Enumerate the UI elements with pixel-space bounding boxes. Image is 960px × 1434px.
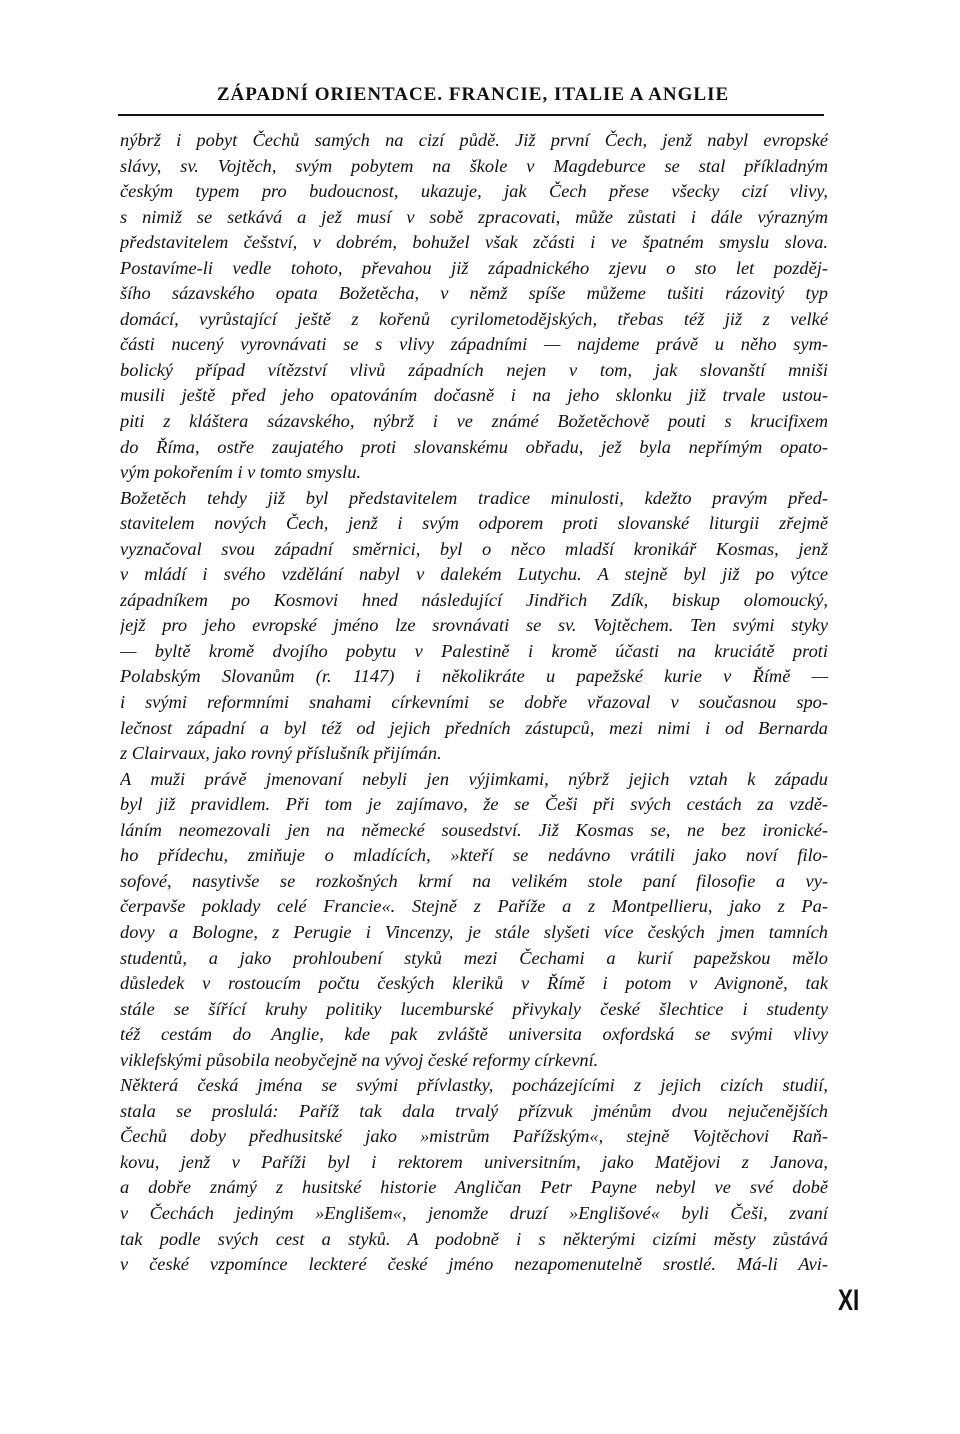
paragraph-3 xyxy=(120,486,828,767)
text-line: českým typem pro budoucnost, ukazuje, jak Čech přese všecky cizí vlivy, xyxy=(120,181,828,202)
running-header: ZÁPADNÍ ORIENTACE. FRANCIE, ITALIE A ANGLIE xyxy=(216,84,730,105)
paragraph-5 xyxy=(120,1073,828,1277)
text-line: části nucený vyrovnávati se s vlivy západními — najdeme právě u něho sym- xyxy=(120,334,828,355)
text-line: Čechů doby předhusitské jako »mistrům Pařížským«, stejně Vojtěchovi Raň- xyxy=(120,1126,828,1147)
text-line: v české vzpomínce leckteré české jméno nezapomenutelně srostlé. Má-li Avi- xyxy=(120,1254,828,1275)
text-line: představitelem češství, v dobrém, bohužel však zčásti i ve špatném smyslu slova. xyxy=(120,232,828,253)
text-line: Některá česká jména se svými přívlastky, pocházejícími z jejich cizích studií, xyxy=(120,1075,828,1096)
text-line: a dobře známý z husitské historie Angličan Petr Payne nebyl ve své době xyxy=(120,1177,828,1198)
text-line: Polabským Slovanům (r. 1147) i několikráte u papežské kurie v Římě — xyxy=(120,666,828,687)
text-line: Postavíme-li vedle tohoto, převahou již západnického zjevu o sto let pozděj- xyxy=(120,257,828,278)
text-line: i svými reformními snahami církevními se dobře vřazoval v současnou spo- xyxy=(120,692,828,713)
text-line: západníkem po Kosmovi hned následující Jindřich Zdík, biskup olomoucký, xyxy=(120,589,828,610)
text-line: jejž pro jeho evropské jméno lze srovnávati se sv. Vojtěchem. Ten svými styky xyxy=(120,615,828,636)
text-line: studentů, a jako prohloubení styků mezi Čechami a kurií papežskou mělo xyxy=(120,947,828,968)
text-line: vým pokořením i v tomto smyslu. xyxy=(120,462,362,483)
paragraph-4 xyxy=(120,767,828,1074)
text-line: bolický případ vítězství vlivů západních nejen v tom, jak slovanští mniši xyxy=(120,359,828,380)
text-line: musili ještě před jeho opatováním dočasně i na jeho sklonku již trvale ustou- xyxy=(120,385,828,406)
text-line: láním neomezovali jen na německé sousedství. Již Kosmas se, ne bez ironické- xyxy=(120,819,828,840)
text-line: sofové, nasytivše se rozkošných krmí na velikém stole paní filosofie a vy- xyxy=(120,870,828,891)
text-line: piti z kláštera sázavského, nýbrž i ve známé Božetěchově pouti s krucifixem xyxy=(120,411,828,432)
text-line: v Čechách jediným »Englišem«, jenomže druzí »Englišové« byli Češi, zvaní xyxy=(120,1202,828,1223)
text-line: byl již pravidlem. Při tom je zajímavo, že se Češi při svých cestách za vzdě- xyxy=(120,794,828,815)
text-line: též cestám do Anglie, kde pak zvláště universita oxfordská se svými vlivy xyxy=(120,1024,828,1045)
text-line: v mládí i svého vzdělání nabyl v dalekém Lutychu. A stejně byl již po výtce xyxy=(120,564,828,585)
text-line: důsledek v rostoucím počtu českých kleriků v Římě i potom v Avignoně, tak xyxy=(120,973,828,994)
text-line: ho přídechu, zmiňuje o mladících, »kteří se nedávno vrátili jako noví filo- xyxy=(120,845,828,866)
paragraph-2 xyxy=(120,256,828,486)
text-line: vyznačoval svou západní směrnici, byl o něco mladší kronikář Kosmas, jenž xyxy=(120,538,828,559)
text-line: — byltě kromě dvojího pobytu v Palestině i kromě účasti na kruciátě proti xyxy=(120,640,828,661)
body-text xyxy=(120,128,828,1278)
text-line: nýbrž i pobyt Čechů samých na cizí půdě. Již první Čech, jenž nabyl evropské xyxy=(120,130,828,150)
text-line: lečnost západní a byl též od jejich předních zástupců, mezi nimi i od Bernarda xyxy=(120,717,828,738)
text-line: slávy, sv. Vojtěch, svým pobytem na škole v Magdeburce se stal příkladným xyxy=(120,155,828,176)
text-line: kovu, jenž v Paříži byl i rektorem universitním, jako Matějovi z Janova, xyxy=(120,1151,828,1172)
text-line: s nimiž se setkává a jež musí v sobě zpracovati, může zůstati i dále výrazným xyxy=(120,206,828,227)
text-line: viklefskými působila neobyčejně na vývoj české reformy církevní. xyxy=(120,1049,599,1070)
text-line: do Říma, ostře zaujatého proti slovanskému obřadu, jež byla nepřímým opato- xyxy=(120,436,828,457)
text-line: Božetěch tehdy již byl představitelem tradice minulosti, kdežto pravým před- xyxy=(120,487,828,508)
text-line: tak podle svých cest a styků. A podobně i s některými cizími městy zůstává xyxy=(120,1228,828,1249)
page-number: XI xyxy=(838,1284,860,1317)
text-line: dovy a Bologne, z Perugie i Vincenzy, je stále slyšeti více českých jmen tamních xyxy=(120,921,828,942)
text-line: šího sázavského opata Božetěcha, v němž spíše můžeme tušiti rázovitý typ xyxy=(120,283,828,304)
text-line: stala se proslulá: Paříž tak dala trvalý přízvuk jménům dvou nejučenějších xyxy=(120,1100,828,1121)
text-line: stavitelem nových Čech, jenž i svým odporem proti slovanské liturgii zřejmě xyxy=(120,513,828,534)
text-line: stále se šířící kruhy politiky lucemburské přivykaly české šlechtice i studenty xyxy=(120,998,828,1019)
text-line: z Clairvaux, jako rovný příslušník přijímán. xyxy=(120,743,442,764)
text-line: čerpavše poklady celé Francie«. Stejně z Paříže a z Montpellieru, jako z Pa- xyxy=(120,896,828,917)
header-rule xyxy=(118,114,824,116)
text-line: A muži právě jmenovaní nebyli jen výjimkami, nýbrž jejich vztah k západu xyxy=(120,768,828,789)
paragraph-1 xyxy=(120,128,828,256)
text-line: domácí, vyrůstající ještě z kořenů cyrilometodějských, třebas též již z velké xyxy=(120,308,828,329)
